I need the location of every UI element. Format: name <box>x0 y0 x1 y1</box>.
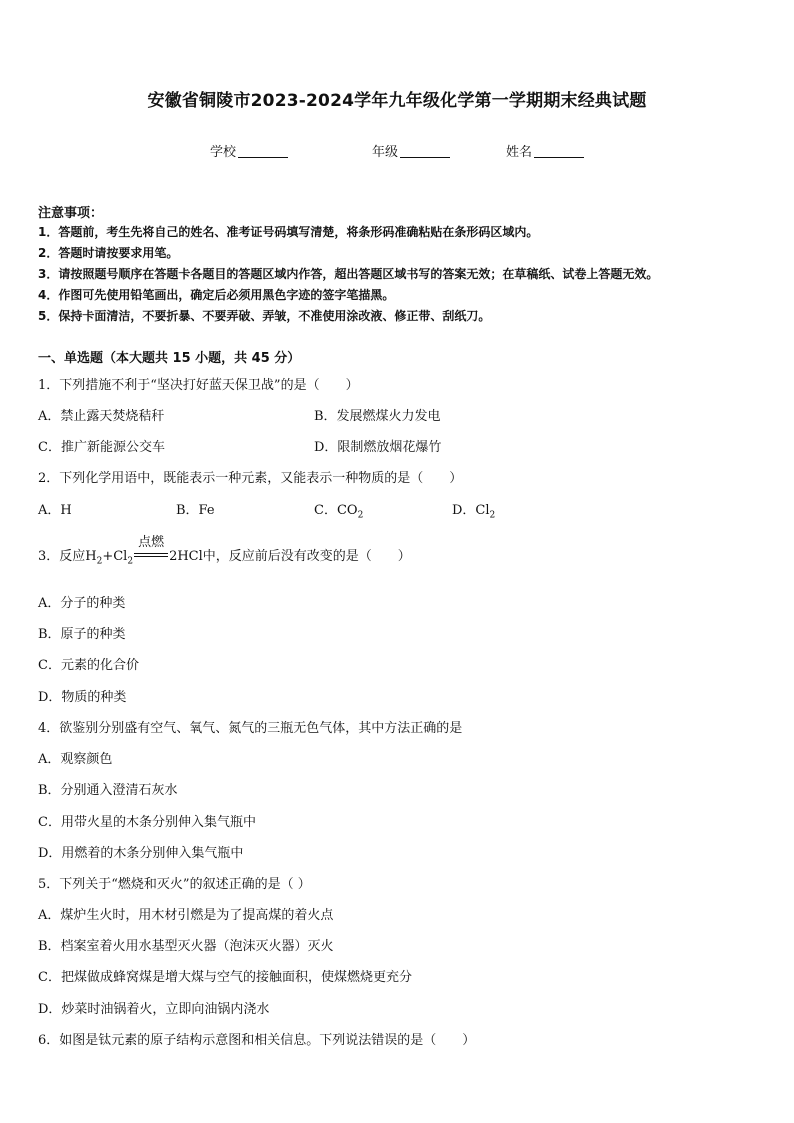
q4-option-c[interactable]: C．用带火星的木条分别伸入集气瓶中 <box>38 815 256 830</box>
question-2-stem: 2．下列化学用语中，既能表示一种元素，又能表示一种物质的是（ ） <box>38 471 463 486</box>
q3-product: 2HCl <box>169 549 203 564</box>
reaction-arrow <box>134 535 168 562</box>
q2-option-c-text: C．CO <box>314 503 358 518</box>
section-heading: 一、单选题（本大题共 15 小题，共 45 分） <box>38 351 301 366</box>
q2-option-a[interactable]: A．H <box>38 503 72 518</box>
name-label: 姓名 <box>506 145 533 160</box>
q3-cl-subscript: 2 <box>127 556 134 567</box>
q2-option-d[interactable] <box>452 499 495 521</box>
q3-text-pre: 3．反应H <box>38 549 97 564</box>
q2-option-b[interactable]: B．Fe <box>176 503 215 518</box>
school-field[interactable] <box>210 141 288 160</box>
notice-item: 5．保持卡面清洁，不要折暴、不要弄破、弄皱，不准使用涂改液、修正带、刮纸刀。 <box>38 309 491 323</box>
q1-option-b[interactable]: B．发展燃煤火力发电 <box>314 409 441 424</box>
q3-option-a[interactable]: A．分子的种类 <box>38 596 126 611</box>
reaction-condition: 点燃 <box>138 535 165 550</box>
grade-blank[interactable] <box>400 145 450 158</box>
notice-item: 4．作图可先使用铅笔画出，确定后必须用黑色字迹的签字笔描黑。 <box>38 288 395 302</box>
question-1-stem: 1．下列措施不利于“坚决打好蓝天保卫战”的是（ ） <box>38 378 359 393</box>
q5-option-a[interactable]: A．煤炉生火时，用木材引燃是为了提高煤的着火点 <box>38 908 334 923</box>
q1-option-c[interactable]: C．推广新能源公交车 <box>38 440 165 455</box>
q4-option-a[interactable]: A．观察颜色 <box>38 752 113 767</box>
notice-heading: 注意事项： <box>38 206 104 221</box>
grade-label: 年级 <box>372 145 399 160</box>
q5-option-b[interactable]: B．档案室着火用水基型灭火器（泡沫灭火器）灭火 <box>38 939 334 954</box>
notice-item: 3．请按照题号顺序在答题卡各题目的答题区域内作答，超出答题区域书写的答案无效；在草稿纸、试卷上答题无效。 <box>38 267 659 281</box>
q3-option-b[interactable]: B．原子的种类 <box>38 627 126 642</box>
q3-text-plus: +Cl <box>102 549 128 564</box>
q1-option-d[interactable]: D．限制燃放烟花爆竹 <box>314 440 442 455</box>
grade-field[interactable] <box>372 141 450 160</box>
school-label: 学校 <box>210 145 237 160</box>
notice-item: 2．答题时请按要求用笔。 <box>38 246 179 260</box>
q4-option-b[interactable]: B．分别通入澄清石灰水 <box>38 783 178 798</box>
q3-h-subscript: 2 <box>96 556 103 567</box>
notice-item: 1．答题前，考生先将自己的姓名、准考证号码填写清楚，将条形码准确粘贴在条形码区域内。 <box>38 225 539 239</box>
q5-option-d[interactable]: D．炒菜时油锅着火，立即向油锅内浇水 <box>38 1002 270 1017</box>
q1-option-a[interactable]: A．禁止露天焚烧秸秆 <box>38 409 165 424</box>
q5-option-c[interactable]: C．把煤做成蜂窝煤是增大煤与空气的接触面积，使煤燃烧更充分 <box>38 970 412 985</box>
q3-option-c[interactable]: C．元素的化合价 <box>38 658 139 673</box>
q3-option-d[interactable]: D．物质的种类 <box>38 690 127 705</box>
q3-text-post: 中，反应前后没有改变的是（ ） <box>202 549 411 564</box>
question-3-stem <box>38 535 411 567</box>
question-5-stem: 5．下列关于“燃烧和灭火”的叙述正确的是（ ） <box>38 877 311 892</box>
name-blank[interactable] <box>534 145 584 158</box>
question-6-stem: 6．如图是钛元素的原子结构示意图和相关信息。下列说法错误的是（ ） <box>38 1033 476 1048</box>
q2-option-d-subscript: 2 <box>489 510 496 521</box>
q2-option-c-subscript: 2 <box>357 510 364 521</box>
school-blank[interactable] <box>238 145 288 158</box>
q4-option-d[interactable]: D．用燃着的木条分别伸入集气瓶中 <box>38 846 244 861</box>
question-4-stem: 4．欲鉴别分别盛有空气、氧气、氮气的三瓶无色气体，其中方法正确的是 <box>38 721 463 736</box>
page-title: 安徽省铜陵市2023-2024学年九年级化学第一学期期末经典试题 <box>147 91 647 111</box>
q2-option-c[interactable] <box>314 499 363 521</box>
q2-option-d-text: D．Cl <box>452 503 490 518</box>
name-field[interactable] <box>506 141 584 160</box>
